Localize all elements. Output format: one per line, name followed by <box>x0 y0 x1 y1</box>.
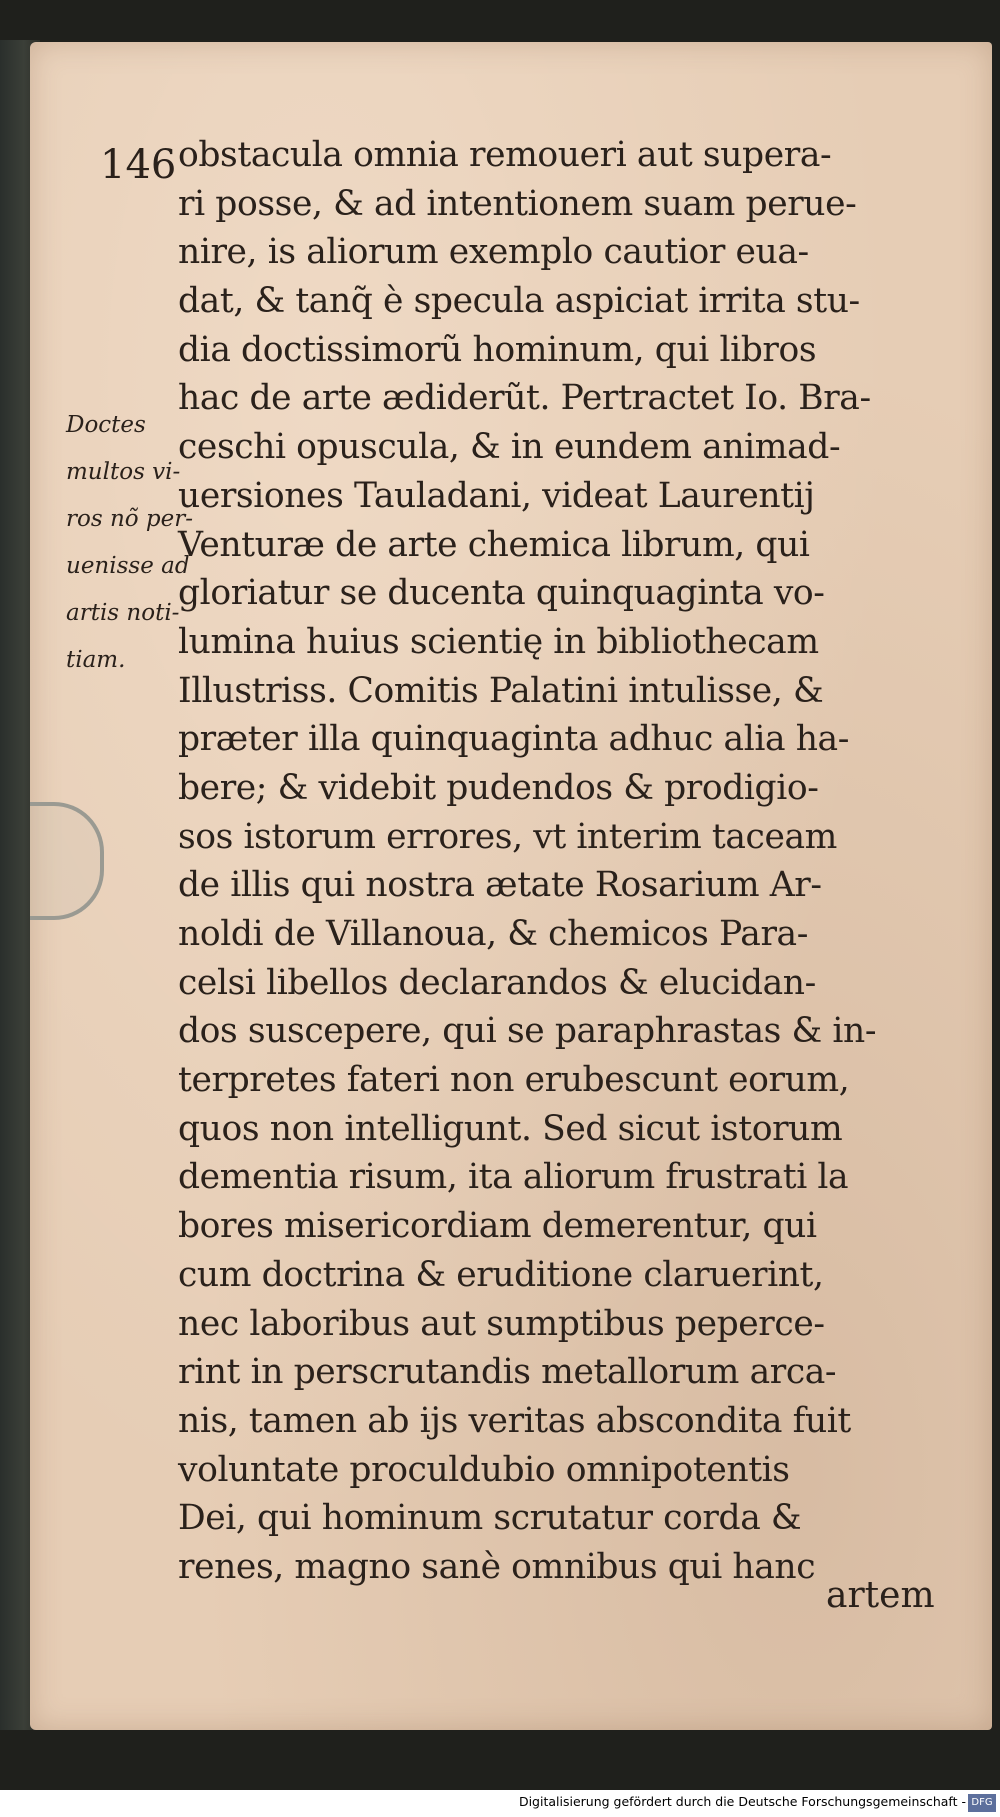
text-line: hac de arte ædiderũt. Pertractet Io. Bra- <box>178 378 871 419</box>
text-line: Venturæ de arte chemica librum, qui <box>178 524 810 565</box>
text-line: nire, is aliorum exemplo cautior eua- <box>178 232 809 273</box>
text-line: quos non intelligunt. Sed sicut istorum <box>178 1108 843 1149</box>
marginal-note-line: multos vi- <box>66 459 181 485</box>
catchword: artem <box>826 1575 935 1616</box>
text-line: uersiones Tauladani, videat Laurentij <box>178 475 815 516</box>
text-line: dos suscepere, qui se paraphrastas & in- <box>178 1011 877 1052</box>
dfg-logo: DFG <box>968 1794 996 1812</box>
text-line: Dei, qui hominum scrutatur corda & <box>178 1498 802 1539</box>
text-line: cum doctrina & eruditione claruerint, <box>178 1254 824 1295</box>
marginal-note-line: artis noti- <box>66 600 180 626</box>
marginal-note-line: uenisse ad <box>66 553 190 579</box>
text-line: renes, magno sanè omnibus qui hanc <box>178 1546 816 1587</box>
text-line: obstacula omnia remoueri aut supera- <box>178 135 832 175</box>
text-line: terpretes fateri non erubescunt eorum, <box>178 1060 850 1101</box>
text-line: noldi de Villanoua, & chemicos Para- <box>178 914 808 954</box>
text-line: ri posse, & ad intentionem suam perue- <box>178 183 857 224</box>
text-line: gloriatur se ducenta quinquaginta vo- <box>178 573 825 614</box>
marginal-note-line: ros nõ per- <box>66 506 194 532</box>
footer-bar <box>0 1790 1000 1817</box>
text-line: rint in perscrutandis metallorum arca- <box>178 1352 837 1393</box>
text-line: nec laboribus aut sumptibus peperce- <box>178 1303 825 1344</box>
text-line: ceschi opuscula, & in eundem animad- <box>178 427 841 468</box>
text-line: dementia risum, ita aliorum frustrati la <box>178 1157 849 1198</box>
text-line: sos istorum errores, vt interim taceam <box>178 816 837 857</box>
text-line: dat, & tanq̃ è specula aspiciat irrita stu- <box>178 281 860 322</box>
text-line: de illis qui nostra ætate Rosarium Ar- <box>178 865 822 906</box>
marginal-note-line: tiam. <box>66 647 126 673</box>
body-text <box>178 131 958 1592</box>
marginal-note-line: Doctes <box>66 412 146 438</box>
page-number: 146 <box>100 142 177 188</box>
text-line: bores misericordiam demerentur, qui <box>178 1206 817 1247</box>
text-line: nis, tamen ab ijs veritas abscondita fuit <box>178 1400 851 1441</box>
clip-icon <box>30 802 104 920</box>
text-line: Illustriss. Comitis Palatini intulisse, & <box>178 670 824 711</box>
text-line: bere; & videbit pudendos & prodigio- <box>178 767 819 808</box>
text-line: præter illa quinquaginta adhuc alia ha- <box>178 719 849 760</box>
text-line: celsi libellos declarandos & elucidan- <box>178 962 816 1003</box>
digitization-credit: Digitalisierung gefördert durch die Deutsche Forschungsgemeinschaft - <box>518 1794 966 1809</box>
text-line: voluntate proculdubio omnipotentis <box>178 1449 790 1490</box>
text-line: lumina huius scientię in bibliothecam <box>178 621 819 662</box>
text-line: dia doctissimorũ hominum, qui libros <box>178 329 817 370</box>
